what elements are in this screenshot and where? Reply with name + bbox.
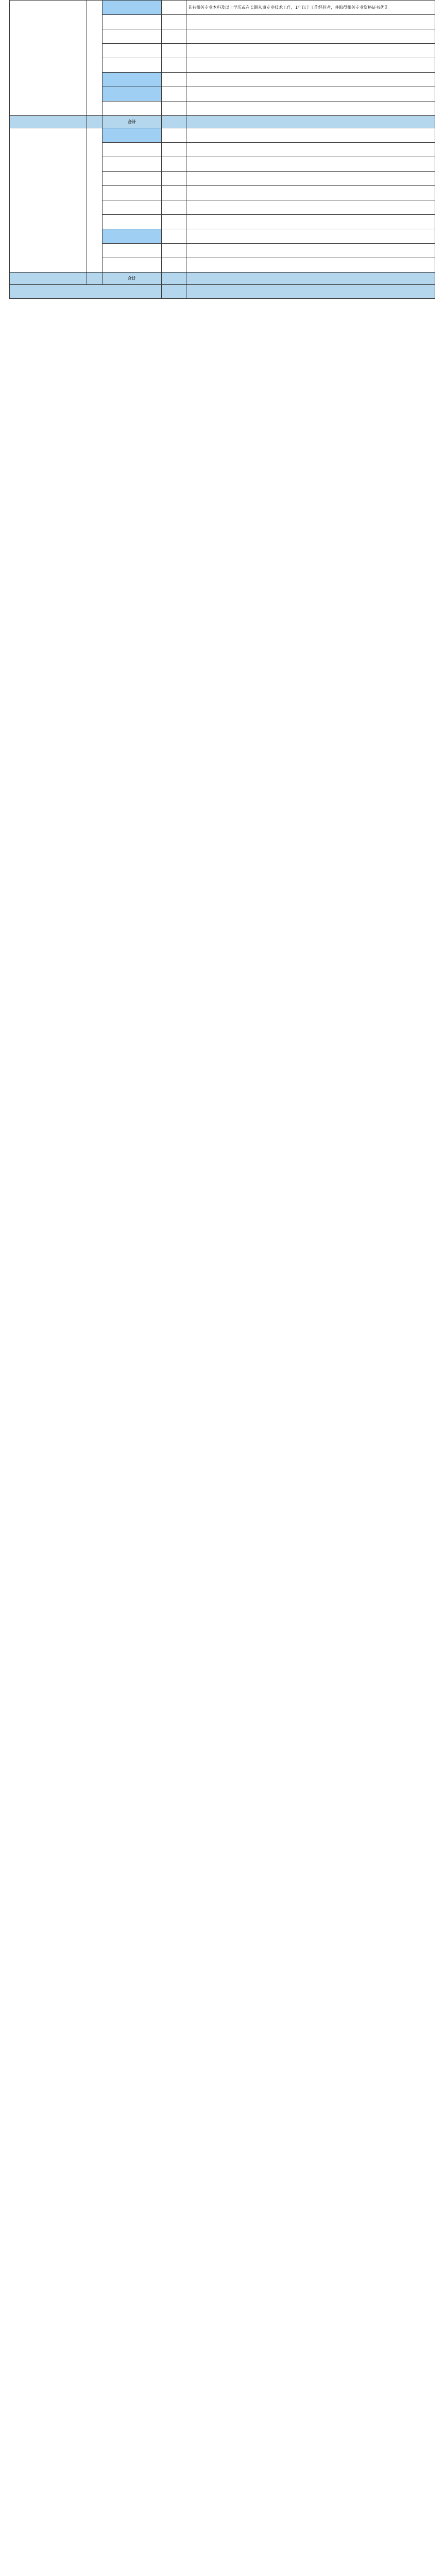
position-cell [102,101,162,116]
count-cell [162,29,186,44]
count-cell [162,172,186,186]
count-cell [162,101,186,116]
position-cell [102,1,162,15]
position-cell [102,87,162,101]
position-cell [102,29,162,44]
subtotal-row [10,116,435,128]
org-name-cell [10,1,87,116]
count-cell [162,15,186,29]
requirement-cell [186,258,435,273]
grand-total-value [162,285,186,299]
requirement-cell [186,172,435,186]
requirement-cell [186,29,435,44]
requirement-cell [186,15,435,29]
position-cell [102,15,162,29]
subtotal-blank [87,273,102,285]
subtotal-label: 合计 [102,273,162,285]
count-cell [162,186,186,200]
position-cell [102,258,162,273]
position-cell [102,44,162,58]
count-cell [162,258,186,273]
subtotal-label: 合计 [102,116,162,128]
requirement-cell [186,44,435,58]
position-cell [102,215,162,229]
staffing-table-body [10,1,435,299]
table-row [10,128,435,143]
count-cell [162,200,186,215]
position-cell [102,128,162,143]
position-cell [102,157,162,172]
requirement-cell [186,73,435,87]
subtotal-value [162,116,186,128]
requirement-cell: 具有相关专业本科及以上学历或在长期从事专业技术工作，1年以上工作经验者，并取得相关专业资格证书优先 [186,1,435,15]
position-cell [102,58,162,73]
requirement-cell [186,143,435,157]
subtotal-blank [87,116,102,128]
subtotal-row [10,273,435,285]
count-cell [162,44,186,58]
position-cell [102,200,162,215]
position-cell [102,186,162,200]
position-cell [102,143,162,157]
requirement-cell [186,244,435,258]
position-cell [102,172,162,186]
count-cell [162,128,186,143]
position-cell [102,73,162,87]
requirement-cell [186,101,435,116]
requirement-cell [186,58,435,73]
subtotal-blank [186,273,435,285]
staffing-table [9,0,435,299]
count-cell [162,73,186,87]
position-cell [102,229,162,244]
grand-total-blank [186,285,435,299]
count-cell [162,1,186,15]
requirement-cell [186,87,435,101]
requirement-cell [186,186,435,200]
subtotal-blank [10,273,87,285]
count-cell [162,87,186,101]
subtotal-blank [186,116,435,128]
requirement-cell [186,215,435,229]
category-cell [87,1,102,116]
count-cell [162,157,186,172]
position-cell [102,244,162,258]
org-name-cell [10,128,87,273]
count-cell [162,58,186,73]
grand-total-label [10,285,162,299]
requirement-cell [186,157,435,172]
grand-total-row [10,285,435,299]
subtotal-blank [10,116,87,128]
requirement-cell [186,200,435,215]
count-cell [162,143,186,157]
category-cell [87,128,102,273]
count-cell [162,229,186,244]
count-cell [162,215,186,229]
table-row [10,1,435,15]
requirement-cell [186,229,435,244]
count-cell [162,244,186,258]
subtotal-value [162,273,186,285]
requirement-cell [186,128,435,143]
